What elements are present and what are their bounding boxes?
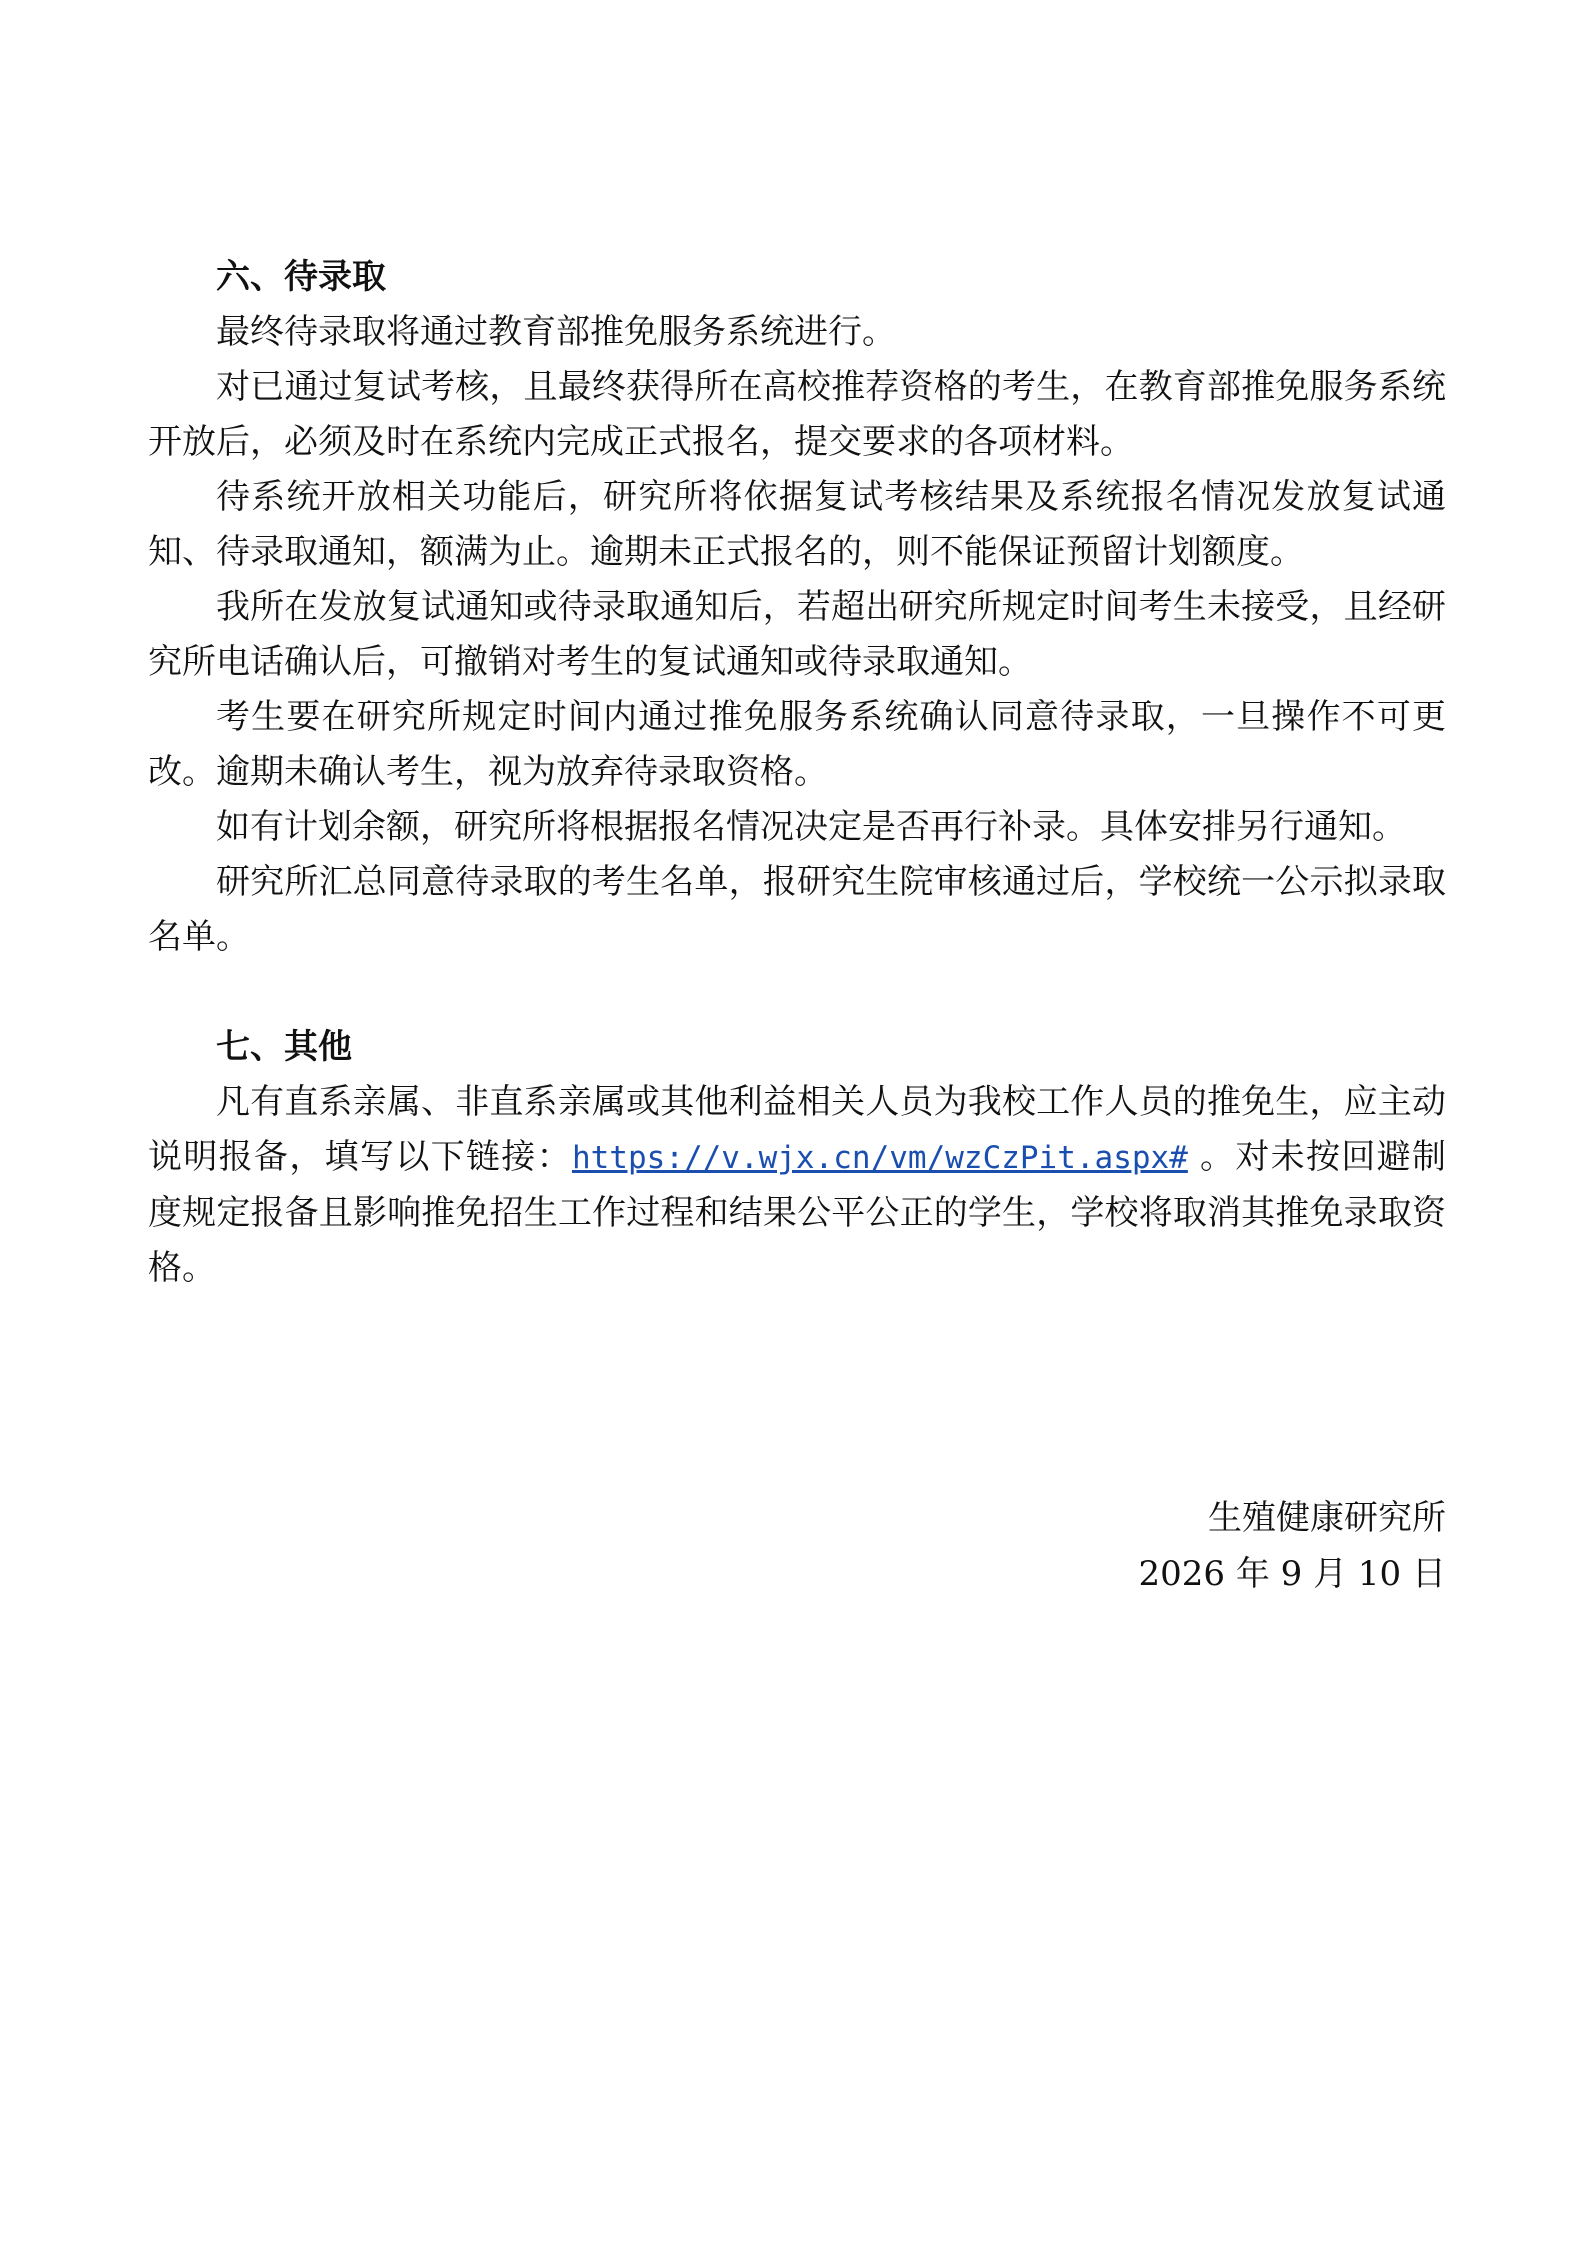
section-6-paragraph-5: 考生要在研究所规定时间内通过推免服务系统确认同意待录取，一旦操作不可更改。逾期未确认考生，视为放弃待录取资格。 [148, 697, 1446, 792]
section-7-title: 七、其他 [216, 1027, 352, 1067]
signature-block [1139, 1490, 1446, 1602]
section-6-paragraph-1: 最终待录取将通过教育部推免服务系统进行。 [216, 312, 896, 352]
document-body [148, 250, 1446, 1296]
section-6-paragraph-4: 我所在发放复试通知或待录取通知后，若超出研究所规定时间考生未接受，且经研究所电话确认后，可撤销对考生的复试通知或待录取通知。 [148, 587, 1446, 682]
section-6-paragraph-3: 待系统开放相关功能后，研究所将依据复试考核结果及系统报名情况发放复试通知、待录取通知，额满为止。逾期未正式报名的，则不能保证预留计划额度。 [148, 477, 1446, 572]
section-6-paragraph-7: 研究所汇总同意待录取的考生名单，报研究生院审核通过后，学校统一公示拟录取名单。 [148, 862, 1446, 957]
section-7-text-after-link: 。对未按回避制度规定报备且影响推免招生工作过程和结果公平公正的学生，学校将取消其推免录取资格。 [148, 1137, 1446, 1288]
section-6-title: 六、待录取 [216, 257, 386, 297]
section-6-paragraph-6: 如有计划余额，研究所将根据报名情况决定是否再行补录。具体安排另行通知。 [216, 807, 1406, 847]
section-7-paragraph [148, 1075, 1446, 1296]
signature-date: 2026 年 9 月 10 日 [1138, 1554, 1446, 1594]
section-6-paragraph-2: 对已通过复试考核，且最终获得所在高校推荐资格的考生，在教育部推免服务系统开放后，必须及时在系统内完成正式报名，提交要求的各项材料。 [148, 367, 1446, 462]
section-7-text-before-link: 凡有直系亲属、非直系亲属或其他利益相关人员为我校工作人员的推免生，应主动说明报备，填写以下链接： [148, 1082, 1446, 1177]
signature-organization: 生殖健康研究所 [1208, 1498, 1446, 1538]
section-spacer [148, 965, 1446, 1020]
disclosure-form-link[interactable]: https://v.wjx.cn/vm/wzCzPit.aspx# [571, 1140, 1188, 1176]
